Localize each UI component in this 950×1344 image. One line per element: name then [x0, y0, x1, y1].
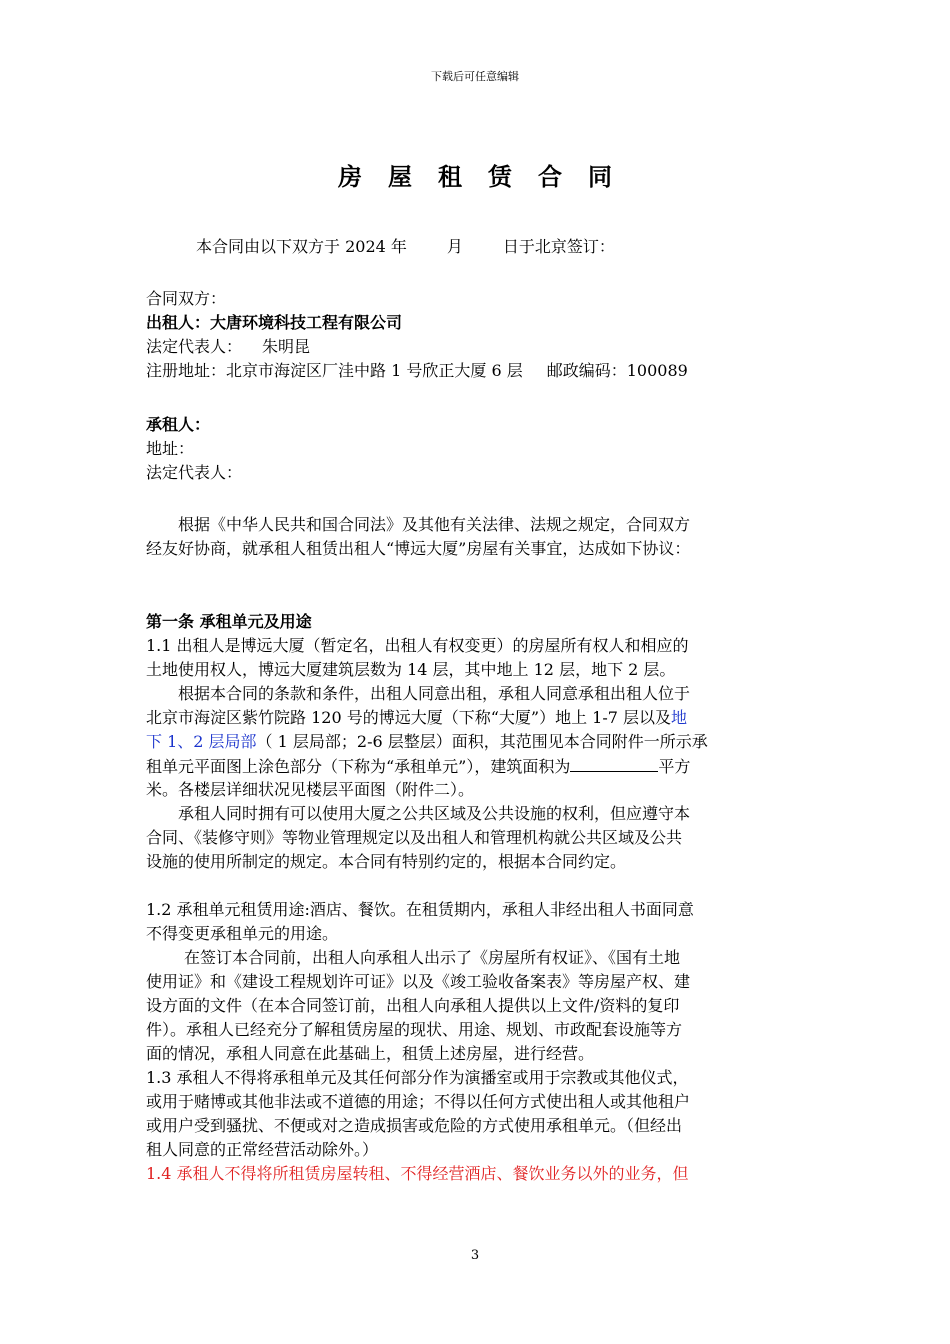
clause-1-2b-line-4: 件）。承租人已经充分了解租赁房屋的现状、用途、规划、市政配套设施等方	[146, 1020, 683, 1039]
clause-1-1b-text-2: （ 1 层局部；2-6 层整层）面积，其范围见本合同附件一所示承	[256, 732, 708, 751]
clause-1-1b-line-2	[146, 706, 811, 730]
clause-1-3-line-4: 租人同意的正常经营活动除外。）	[146, 1140, 379, 1159]
clause-1-3-line-1: 1.3 承租人不得将承租单元及其任何部分作为演播室或用于宗教或其他仪式，	[146, 1068, 689, 1087]
clause-1-1c-line-3: 设施的使用所制定的规定。本合同有特别约定的，根据本合同约定。	[146, 852, 627, 871]
intro-prefix: 本合同由以下双方于 2024 年	[196, 237, 407, 256]
page-number: 3	[470, 1248, 480, 1263]
document-title: 房屋租赁合同	[338, 162, 638, 191]
highlight-text-blue-2: 下 1、2 层局部	[146, 732, 257, 751]
header-note: 下载后可任意编辑	[431, 70, 519, 83]
article-1	[146, 610, 811, 1186]
lessee-address: 地址：	[146, 439, 195, 458]
clause-1-1b-text-3: 租单元平面图上涂色部分（下称为“承租单元”），建筑面积为	[146, 757, 571, 776]
clause-1-2b-line-5: 面的情况，承租人同意在此基础上，租赁上述房屋，进行经营。	[146, 1044, 595, 1063]
area-blank	[570, 754, 658, 772]
clause-1-3-line-3: 或用户受到骚扰、不便或对之造成损害或危险的方式使用承租单元。（但经出	[146, 1116, 683, 1135]
preamble-line-1: 根据《中华人民共和国合同法》及其他有关法律、法规之规定，合同双方	[178, 515, 691, 534]
parties-label: 合同双方：	[146, 289, 227, 308]
lessee-block	[146, 413, 811, 485]
intro-day: 日于北京签订：	[502, 237, 615, 256]
lessor-rep	[146, 335, 811, 359]
clause-1-1c-line-1: 承租人同时拥有可以使用大厦之公共区域及公共设施的权利，但应遵守本	[178, 804, 691, 823]
clause-1-1b-line-5: 米。各楼层详细状况见楼层平面图（附件二）。	[146, 780, 475, 799]
preamble-line-2: 经友好协商，就承租人租赁出租人“博远大厦”房屋有关事宜，达成如下协议：	[146, 539, 691, 558]
clause-1-3-line-2: 或用于赌博或其他非法或不道德的用途；不得以任何方式使出租人或其他租户	[146, 1092, 691, 1111]
clause-1-2b-line-2: 使用证》和《建设工程规划许可证》以及《竣工验收备案表》等房屋产权、建	[146, 972, 691, 991]
preamble	[146, 513, 811, 561]
clause-1-1b-line-4	[146, 754, 811, 778]
intro-line	[146, 235, 811, 259]
clause-1-2-line-1: 1.2 承租单元租赁用途:酒店、餐饮。在租赁期内，承租人非经出租人书面同意	[146, 900, 694, 919]
clause-1-1b-text: 北京市海淀区紫竹院路 120 号的博远大厦（下称“大厦”）地上 1-7 层以及	[146, 708, 672, 727]
lessor-line: 出租人：大唐环境科技工程有限公司	[146, 313, 403, 332]
clause-1-1-line-1: 1.1 出租人是博远大厦（暂定名，出租人有权变更）的房屋所有权人和相应的	[146, 636, 689, 655]
clause-1-1b-line-1: 根据本合同的条款和条件，出租人同意出租，承租人同意承租出租人位于	[178, 684, 691, 703]
lessor-address-line	[146, 359, 811, 383]
highlight-text-blue: 地	[671, 708, 688, 727]
clause-1-1c-line-2: 合同、《装修守则》等物业管理规定以及出租人和管理机构就公共区域及公共	[146, 828, 683, 847]
lessee-rep: 法定代表人：	[146, 463, 243, 482]
lessor-address: 注册地址：北京市海淀区厂洼中路 1 号欣正大厦 6 层	[146, 361, 523, 380]
clause-1-1b-line-3	[146, 730, 811, 754]
article-1-heading: 第一条 承租单元及用途	[146, 612, 312, 631]
clause-1-2b-line-1: 在签订本合同前，出租人向承租人出示了《房屋所有权证》、《国有土地	[184, 948, 681, 967]
lessor-postcode: 邮政编码：100089	[546, 361, 688, 380]
parties-block	[146, 287, 811, 383]
clause-1-1b-unit: 平方	[658, 757, 691, 776]
lessor-rep-name: 朱明昆	[262, 337, 311, 356]
clause-1-1-line-2: 土地使用权人，博远大厦建筑层数为 14 层，其中地上 12 层，地下 2 层。	[146, 660, 676, 679]
clause-1-2-line-2: 不得变更承租单元的用途。	[146, 924, 339, 943]
intro-month: 月	[446, 237, 463, 256]
lessor-rep-label: 法定代表人：	[146, 337, 243, 356]
clause-1-2b-line-3: 设方面的文件（在本合同签订前，出租人向承租人提供以上文件/资料的复印	[146, 996, 680, 1015]
clause-1-4-line-1: 1.4 承租人不得将所租赁房屋转租、不得经营酒店、餐饮业务以外的业务，但	[146, 1164, 689, 1183]
lessee-line: 承租人：	[146, 415, 211, 434]
